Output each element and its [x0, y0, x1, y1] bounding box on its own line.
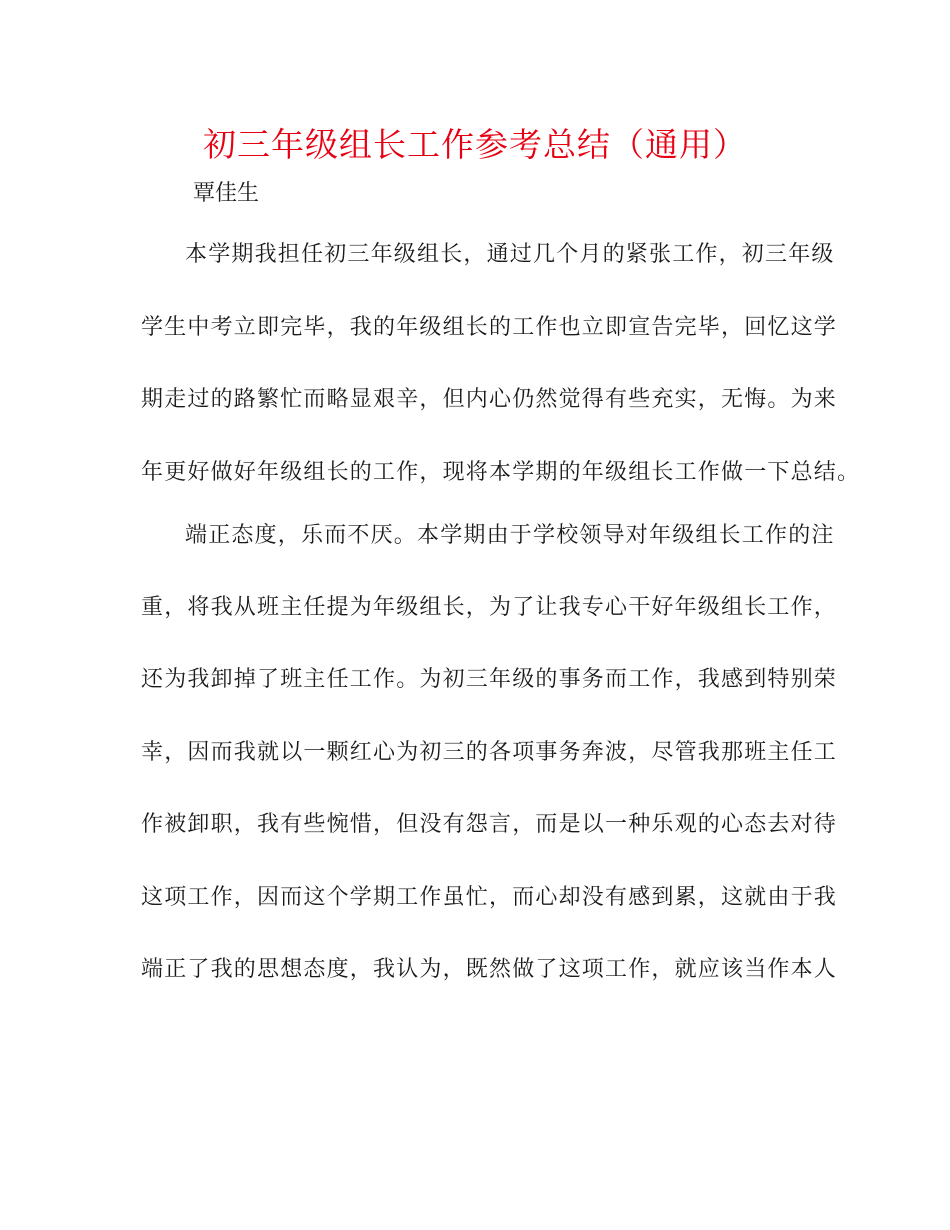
body-line: 本学期我担任初三年级组长，通过几个月的紧张工作，初三年级: [185, 242, 835, 267]
body-line: 这项工作，因而这个学期工作虽忙，而心却没有感到累，这就由于我: [141, 885, 838, 910]
body-line: 学生中考立即完毕，我的年级组长的工作也立即宣告完毕，回忆这学: [141, 315, 838, 340]
body-line: 端正态度，乐而不厌。本学期由于学校领导对年级组长工作的注: [185, 523, 835, 548]
document-title: 初三年级组长工作参考总结（通用）: [203, 125, 747, 164]
body-line: 作被卸职，我有些惋惜，但没有怨言，而是以一种乐观的心态去对待: [141, 812, 838, 837]
body-line: 端正了我的思想态度，我认为，既然做了这项工作，就应该当作本人: [141, 957, 838, 982]
body-line: 期走过的路繁忙而略显艰辛，但内心仍然觉得有些充实，无悔。为来: [141, 387, 838, 412]
body-line: 幸，因而我就以一颗红心为初三的各项事务奔波，尽管我那班主任工: [141, 740, 838, 765]
body-line: 年更好做好年级组长的工作，现将本学期的年级组长工作做一下总结。: [141, 460, 861, 485]
author-name: 覃佳生: [193, 181, 260, 206]
body-line: 还为我卸掉了班主任工作。为初三年级的事务而工作，我感到特别荣: [141, 667, 838, 692]
body-line: 重，将我从班主任提为年级组长，为了让我专心干好年级组长工作，: [141, 595, 838, 620]
